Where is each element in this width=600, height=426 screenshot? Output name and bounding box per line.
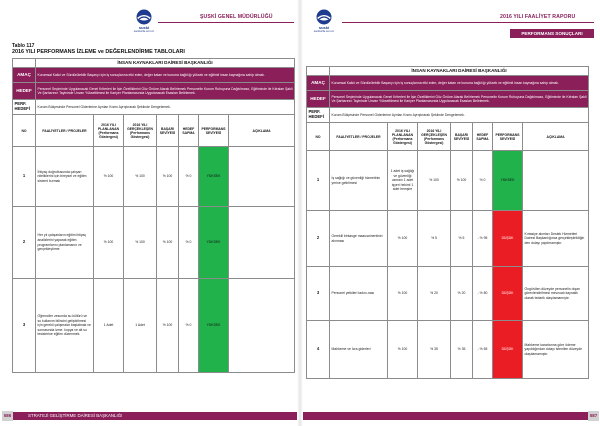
col-deviation: HEDEF SAPMA — [473, 123, 493, 151]
unit-name: İNSAN KAYNAKLARI DAİRESİ BAŞKANLIĞI — [36, 59, 295, 68]
page-gutter — [297, 0, 303, 426]
row-realized: % 20 — [418, 267, 451, 321]
col-success: BAŞARI SEVİYESİ — [451, 123, 473, 151]
footer-band — [300, 412, 588, 420]
perf-hedefi-label: PERF. HEDEFİ — [307, 108, 330, 123]
hedef-text: Personel Seçiminde Uygulanacak Genel Kriterleri ile İşin Özelliklerini Göz Önüne Alarak Belirlemek Personelin Kurum Ruhuyuna Dağıtılmasıı, Eğitiminde ile Kıfraları Şakli Ve Şarfıarının Tayininde Unvan Yükseltilmesi ile Kariyer Planlamasında Uygulanacak Esasları Belirlemek. — [330, 91, 589, 108]
row-level: DÜŞÜK — [493, 267, 523, 321]
table-row — [13, 207, 295, 279]
col-no: NO — [307, 123, 330, 151]
table-row — [307, 267, 589, 321]
logo-text: suski — [318, 25, 330, 30]
row-deviation: % 0 — [179, 279, 199, 373]
row-deviation: % 0 — [179, 147, 199, 207]
col-level: PERFORMANS SEVİYESİ — [493, 123, 523, 151]
row-no: 2 — [13, 207, 36, 279]
col-realized: 2016 YILI GERÇEKLEŞEN (Performans Göstergesi) — [124, 115, 157, 147]
logo-subtext: sanliurfa.com.tr — [313, 29, 335, 33]
row-no: 2 — [307, 211, 330, 267]
col-deviation: HEDEF SAPMA — [179, 115, 199, 147]
row-deviation: % 0 — [473, 151, 493, 211]
row-no: 3 — [307, 267, 330, 321]
header-rule — [158, 22, 294, 23]
col-note: AÇIKLAMA — [229, 115, 295, 147]
row-level: YÜKSEK — [493, 151, 523, 211]
table-title: 2016 YILI PERFORMANS İZLEME ve DEĞERLENDİRME TABLOLARI — [12, 49, 185, 55]
table-row — [13, 279, 295, 373]
row-deviation: % 0 — [179, 207, 199, 279]
row-activity: İş sağlığı ve güvenliği hizmetinin yerine getirilmesi — [330, 151, 388, 211]
row-level: YÜKSEK — [199, 147, 229, 207]
col-success: BAŞARI SEVİYESİ — [157, 115, 179, 147]
table-row — [307, 211, 589, 267]
hedef-label: HEDEF — [13, 83, 36, 100]
row-deviation: - % 80 — [473, 267, 493, 321]
row-planned: % 100 — [94, 207, 124, 279]
hedef-label: HEDEF — [307, 91, 330, 108]
row-deviation: - % 95 — [473, 211, 493, 267]
col-activity: FAALİYETLER / PROJELER — [330, 123, 388, 151]
row-activity: Mahkeme ve İcra giderleri — [330, 321, 388, 379]
row-planned: 1 adet iş sağlığı ve güvenliği uzmanı 1 adet işyeri hekimi 1 adet hemşire — [388, 151, 418, 211]
row-note — [229, 279, 295, 373]
perf-hedefi-text: Kurum Bütçesinde Personel Giderlerine Ayrılan Kısmı Ayrıştırarak Şeklinde Dengelemek. — [36, 100, 295, 115]
col-planned: 2016 YILI PLANLANAN (Performans Göstergesi) — [388, 123, 418, 151]
logo-subtext: sanliurfa.com.tr — [133, 29, 155, 33]
row-note — [229, 147, 295, 207]
row-note — [523, 151, 589, 211]
row-realized: % 100 — [418, 151, 451, 211]
row-planned: % 100 — [388, 321, 418, 379]
amac-text: Kurumsal Kalici ve Sürdürülebilir Başarıyı için iş sonuçlarına etki eden, değer katan ve kuruma bağlılığı yüksek ve eğitimli insan kaynağına sahip olmak. — [330, 76, 589, 91]
performance-table-left — [12, 58, 295, 373]
header-rule — [342, 22, 594, 23]
row-activity: Öğrenciler zesunda su kültürü ve su kullanım bilincini geliştirilmesi için gerekli çalışmalar başlatmak ve sonrasında izme. kopya ve alt su tesislerine eğitim düzenmek. — [36, 279, 94, 373]
table-row — [307, 151, 589, 211]
report-title: 2016 YILI FAALİYET RAPORU — [500, 14, 576, 20]
row-level: DÜŞÜK — [493, 321, 523, 379]
perf-hedefi-text: Kurum Bütçesinde Personel Giderlerine Ayrılan Kısmı Ayrıştırarak Şeklinde Dengelemek. — [330, 108, 589, 123]
row-realized: 1 Adet — [124, 279, 157, 373]
logo-drop-icon — [312, 8, 336, 26]
unit-name: İNSAN KAYNAKLARI DAİRESİ BAŞKANLIĞI — [330, 67, 589, 76]
row-activity: Her yıl çalışanların eğitim ihtiyaç analizlerini yaparak eğitim programlarını planlamanın ve gerçekleştirme — [36, 207, 94, 279]
row-note: Mahkeme kararlarına göre ödeme yapıldığından dolayı istenilen düzeyde olaşılamamıştır. — [523, 321, 589, 379]
row-success: % 100 — [157, 207, 179, 279]
col-note: AÇIKLAMA — [523, 123, 589, 151]
logo-text: suski — [138, 25, 150, 30]
row-planned: % 100 — [388, 211, 418, 267]
table-row — [307, 321, 589, 379]
row-success: % 5 — [451, 211, 473, 267]
row-planned: % 100 — [388, 267, 418, 321]
org-title: ŞUSKİ GENEL MÜDÜRLÜĞÜ — [200, 14, 273, 20]
row-activity: İhtiyaç doğrultusunda çalışan niteliklerini için bireysel ve eğitim sistemi kurmak — [36, 147, 94, 207]
row-no: 1 — [307, 151, 330, 211]
logo-drop-icon — [132, 8, 156, 26]
row-note: Öngörülen düzeyde personelin dışarı görevlendirilmesi mevzuatı kaynaklı olarak tedarik olaşılamamıştır. — [523, 267, 589, 321]
page-number: 587 — [588, 411, 599, 421]
footer-text: STRATEJİ GELİŞTİRME DAİRESİ BAŞKANLIĞI — [28, 413, 123, 418]
row-realized: % 100 — [124, 207, 157, 279]
row-planned: 1 Adet — [94, 279, 124, 373]
col-level: PERFORMANS SEVİYESİ — [199, 115, 229, 147]
col-realized: 2016 YILI GERÇEKLEŞEN (Performans Göstergesi) — [418, 123, 451, 151]
row-activity: Personel yetkileri tadını-nası — [330, 267, 388, 321]
col-activity: FAALİYETLER / PROJELER — [36, 115, 94, 147]
row-success: % 35 — [451, 321, 473, 379]
row-note: Kırtasiye alımları Destek Hizmetleri Dairesi Başkanlığınca gerçekleştirildiğin den dolayı yapılmamıştır. — [523, 211, 589, 267]
performance-table-right — [306, 66, 589, 379]
row-realized: % 5 — [418, 211, 451, 267]
row-realized: % 35 — [418, 321, 451, 379]
logo — [132, 8, 156, 36]
amac-label: AMAÇ — [307, 76, 330, 91]
perf-hedefi-label: PERF. HEDEFİ — [13, 100, 36, 115]
row-planned: % 100 — [94, 147, 124, 207]
row-no: 3 — [13, 279, 36, 373]
amac-label: AMAÇ — [13, 68, 36, 83]
row-level: YÜKSEK — [199, 207, 229, 279]
right-page — [300, 0, 600, 426]
row-success: % 20 — [451, 267, 473, 321]
row-no: 4 — [307, 321, 330, 379]
table-number: Tablo 117 — [12, 43, 35, 49]
amac-text: Kurumsal Kalici ve Sürdürülebilir Başarıyı için iş sonuçlarına etki eden, değer katan ve kuruma bağlılığı yüksek ve eğitimli insan kaynağına sahip olmak. — [36, 68, 295, 83]
row-level: DÜŞÜK — [493, 211, 523, 267]
page-number: 586 — [2, 411, 13, 421]
table-row — [13, 147, 295, 207]
row-deviation: - % 65 — [473, 321, 493, 379]
row-success: % 100 — [157, 147, 179, 207]
row-success: % 100 — [451, 151, 473, 211]
col-planned: 2016 YILI PLANLANAN (Performans Göstergesi) — [94, 115, 124, 147]
logo — [312, 8, 336, 36]
row-success: % 100 — [157, 279, 179, 373]
row-level: YÜKSEK — [199, 279, 229, 373]
row-realized: % 100 — [124, 147, 157, 207]
row-note — [229, 207, 295, 279]
hedef-text: Personel Seçiminde Uygulanacak Genel Kriterleri ile İşin Özelliklerini Göz Önüne Alarak Belirlemek Personelin Kurum Ruhuyuna Dağıtılmasıı, Eğitiminde ile Kıfraları Şakli Ve Şarfıarının Tayininde Unvan Yükseltilmesi ile Kariyer Planlamasında Uygulanacak Esasları Belirlemek. — [36, 83, 295, 100]
col-no: NO — [13, 115, 36, 147]
row-no: 1 — [13, 147, 36, 207]
row-activity: Gereklii birkasge maasıarinentinin alınması — [330, 211, 388, 267]
section-band: PERFORMANS SONUÇLARI — [510, 29, 594, 38]
